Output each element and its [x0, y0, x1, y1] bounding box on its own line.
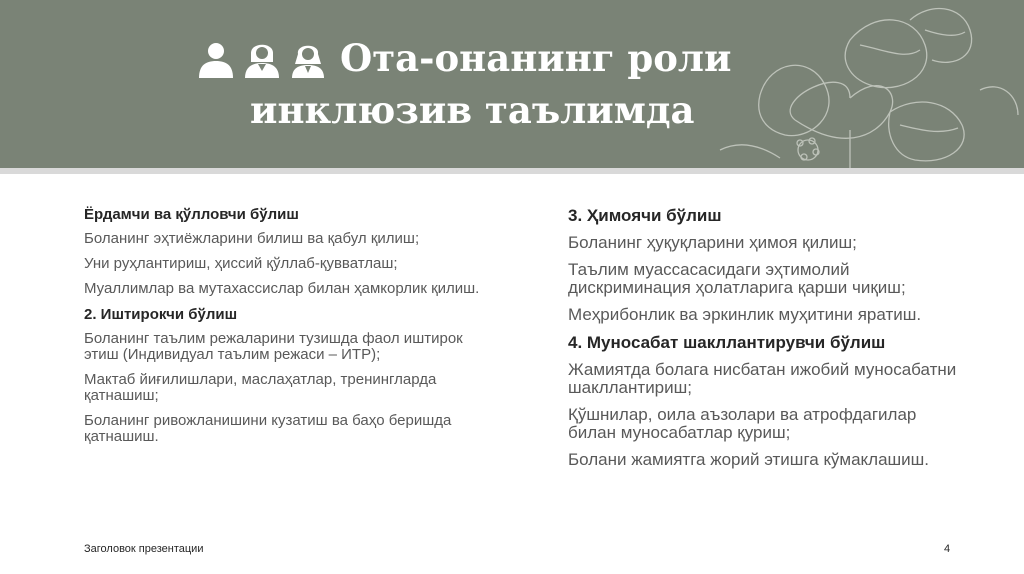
- list-item: Болани жамиятга жорий этишга кўмаклашиш.: [568, 450, 930, 469]
- title-line-1: Ота-онанинг роли: [340, 36, 732, 80]
- list-item: Жамиятда болага нисбатан ижобий муносабатни шакллантириш;: [568, 360, 957, 397]
- title-banner: [0, 0, 1024, 168]
- right-column: [568, 206, 968, 478]
- left-column: [84, 206, 492, 454]
- list-item: Уни руҳлантириш, ҳиссий қўллаб-қувватлаш;: [84, 255, 398, 272]
- section-heading: 3. Ҳимоячи бўлиш: [568, 206, 722, 225]
- footer-presentation-title: Заголовок презентации: [84, 543, 204, 555]
- list-item: Боланинг эҳтиёжларини билиш ва қабул қилиш;: [84, 230, 420, 247]
- list-item: Мактаб йиғилишлари, маслаҳатлар, тренингларда қатнашиш;: [84, 371, 437, 404]
- slide-title: [196, 32, 756, 136]
- section-heading: Ёрдамчи ва қўлловчи бўлиш: [84, 206, 299, 223]
- list-item: Таълим муассасасидаги эҳтимолий дискриминация ҳолатларига қарши чиқиш;: [568, 260, 906, 297]
- title-line-2: инклюзив таълимда: [250, 88, 695, 132]
- list-item: Меҳрибонлик ва эркинлик муҳитини яратиш.: [568, 305, 922, 324]
- list-item: Қўшнилар, оила аъзолари ва атрофдагилар билан муносабатлар қуриш;: [568, 405, 917, 442]
- list-item: Боланинг ривожланишини кузатиш ва баҳо беришда қатнашиш.: [84, 412, 452, 445]
- section-heading: 2. Иштирокчи бўлиш: [84, 306, 238, 323]
- section-heading: 4. Муносабат шакллантирувчи бўлиш: [568, 333, 886, 352]
- header-divider: [0, 168, 1024, 174]
- list-item: Муаллимлар ва мутахассислар билан ҳамкорлик қилиш.: [84, 280, 480, 297]
- page-number: 4: [944, 543, 951, 555]
- list-item: Боланинг таълим режаларини тузишда фаол иштирок этиш (Индивидуал таълим режаси – ИТР);: [84, 330, 463, 363]
- list-item: Боланинг ҳуқуқларини ҳимоя қилиш;: [568, 233, 857, 252]
